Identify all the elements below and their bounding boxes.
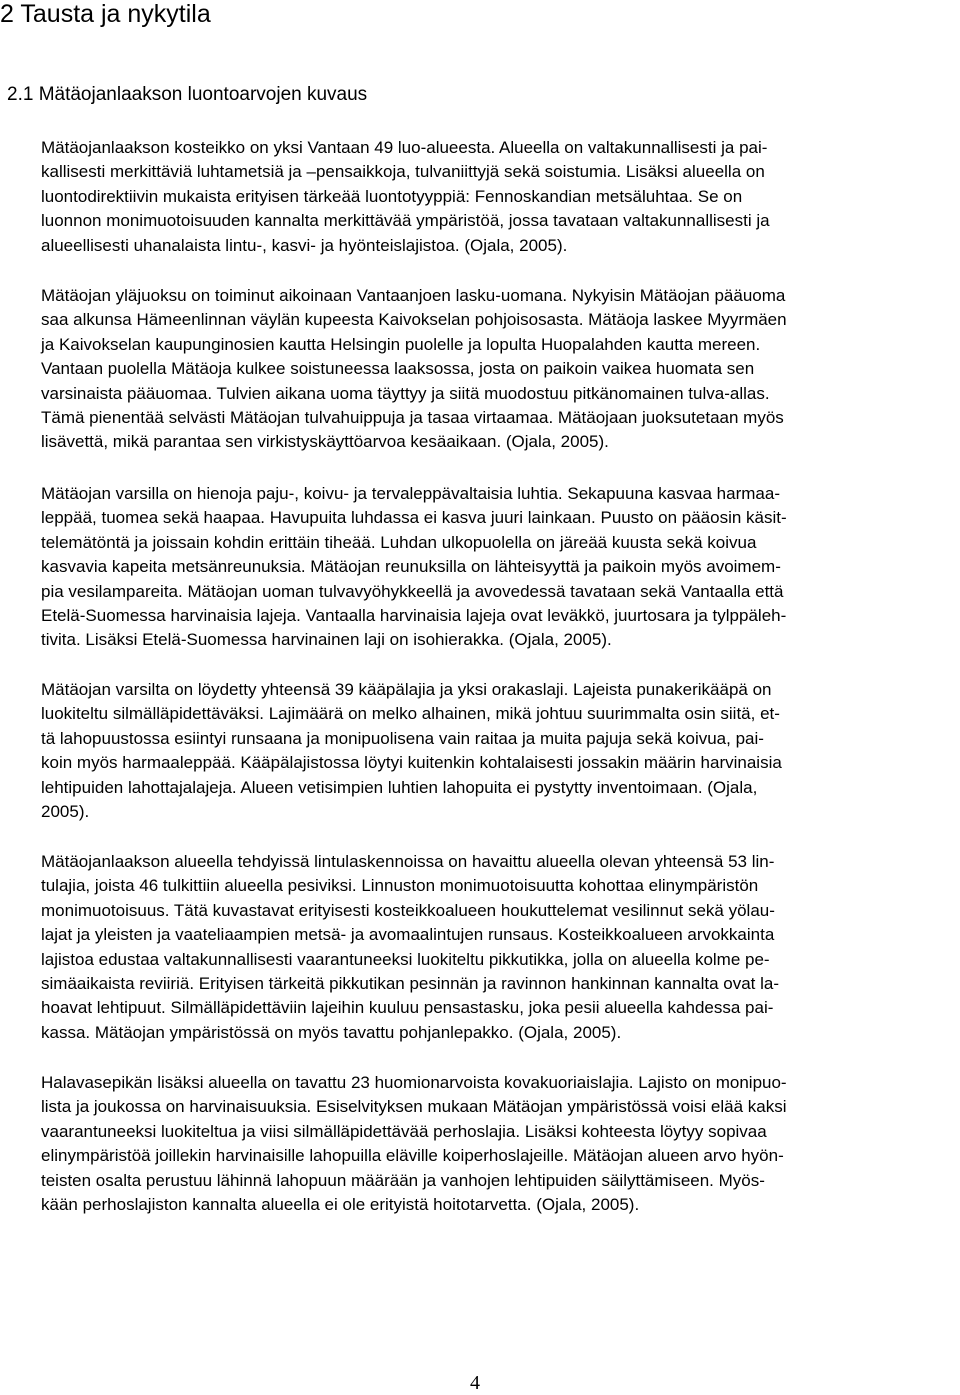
paragraph-kasvillisuus (41, 482, 960, 653)
text-line: Mätäojan yläjuoksu on toiminut aikoinaan Vantaanjoen lasku-uomana. Nykyisin Mätäojan pääuoma (41, 286, 786, 305)
text-line: kassa. Mätäojan ympäristössä on myös tavattu pohjanlepakko. (Ojala, 2005). (41, 1022, 622, 1042)
text-line: Halavasepikän lisäksi alueella on tavattu 23 huomionarvoista kovakuoriaislajia. Lajisto on monipuo- (41, 1073, 787, 1092)
text-line: luontodirektiivin mukaista erityisen tärkeää luontotyyppiä: Fennoskandian metsäluhtaa. Se on (41, 186, 743, 206)
chapter-heading: 2 Tausta ja nykytila (0, 0, 211, 28)
text-line: Tämä pienentää selvästi Mätäojan tulvahuippuja ja tasaa virtaamaa. Mätäojaan juoksutetaan myös (41, 407, 784, 427)
paragraph-hyonteiset (41, 1071, 960, 1217)
text-line: Etelä-Suomessa harvinaisia lajeja. Vantaalla harvinaisia lajeja ovat leväkkö, juurtosara ja tylppäleh- (41, 605, 787, 625)
text-line: Vantaan puolella Mätäoja kulkee soistuneessa laaksossa, josta on paikoin vaikea huomata sen (41, 359, 755, 379)
text-line: Mätäojanlaakson alueella tehdyissä lintulaskennoissa on havaittu alueella olevan yhteensä 53 lin- (41, 852, 775, 871)
paragraph-kaapalajit (41, 678, 960, 824)
text-line: kasvavia kapeita metsänreunuksia. Mätäojan reunuksilla on lähteisyyttä ja paikoin myös avoimem- (41, 557, 781, 577)
text-line: kään perhoslajiston kannalta alueella ei ole erityistä hoitotarvetta. (Ojala, 2005). (41, 1194, 640, 1214)
text-line: lajistoa edustaa valtakunnallisesti vaarantuneeksi luokiteltu pikkutikka, jolla on alueella kolme pe- (41, 949, 770, 969)
text-line: monimuotoisuus. Tätä kuvastavat erityisesti kosteikkoalueen houkuttelemat vesilinnut sekä yölau- (41, 900, 775, 920)
paragraph-uoma (41, 284, 960, 455)
page-number: 4 (470, 1372, 480, 1394)
text-line: tä lahopuustossa esiintyi runsaana ja monipuolisena vain raitaa ja muita pajuja sekä koivua, pai- (41, 728, 764, 748)
section-heading: 2.1 Mätäojanlaakson luontoarvojen kuvaus (7, 84, 368, 105)
text-line: lajat ja yleisten ja vaateliaampien metsä- ja avomaalintujen runsaus. Kosteikkoalueen arvokkainta (41, 925, 775, 945)
text-line: varsinaista pääuomaa. Tulvien aikana uoma täyttyy ja siitä muodostuu pitkänomainen tulva-allas. (41, 383, 770, 403)
text-line: teisten osalta perustuu lähinnä lahopuun määrään ja vanhojen lehtipuiden säilyttämiseen. Myös- (41, 1170, 765, 1190)
text-line: pia vesilampareita. Mätäojan uoman tulvavyöhykkeellä ja avovedessä tavataan sekä Vantaalla että (41, 581, 784, 601)
paragraph-luo-alue (41, 136, 960, 258)
text-line: lehtipuiden lahottajalajeja. Alueen vetisimpien luhtien lahopuita ei pystytty inventoimaan. (Ojala, (41, 777, 758, 797)
text-line: simäaikaista reviiriä. Erityisen tärkeitä pikkutikan pesinnän ja ravinnon hankinnan kannalta ovat la- (41, 973, 780, 993)
text-line: ja Kaivokselan kaupunginosien kautta Helsingin puolelle ja lopulta Huopalahden kautta mereen. (41, 334, 761, 354)
text-line: leppää, tuomea sekä haapaa. Havupuita luhdassa ei kasva juuri lainkaan. Puusto on pääosin käsit- (41, 508, 787, 528)
text-line: hoavat lehtipuut. Silmälläpidettäviin lajeihin kuuluu pensastasku, joka pesii alueella kahdessa pai- (41, 998, 774, 1018)
text-line: luokiteltu silmälläpidettäväksi. Lajimäärä on melko alhainen, mikä johtuu suurimmalta osin siitä, et- (41, 704, 780, 724)
text-line: telemätöntä ja joissain kohdin erittäin tiheää. Luhdan ulkopuolella on järeää kuusta sekä koivua (41, 532, 757, 552)
text-line: Mätäojanlaakson kosteikko on yksi Vantaan 49 luo-alueesta. Alueella on valtakunnallisesti ja pai- (41, 138, 768, 157)
text-line: tivita. Lisäksi Etelä-Suomessa harvinainen laji on isohierakka. (Ojala, 2005). (41, 630, 612, 650)
text-line: luonnon monimuotoisuuden kannalta merkittävää ympäristöä, jossa tavataan valtakunnallisesti ja (41, 211, 770, 231)
text-line: 2005). (41, 801, 90, 821)
paragraph-linnusto (41, 850, 960, 1045)
text-line: lisävettä, mikä parantaa sen virkistyskäyttöarvoa kesäaikaan. (Ojala, 2005). (41, 432, 609, 452)
text-line: saa alkunsa Hämeenlinnan väylän kupeesta Kaivokselan pohjoisosasta. Mätäoja laskee Myyrmäen (41, 310, 787, 330)
text-line: Mätäojan varsilta on löydetty yhteensä 39 kääpälajia ja yksi orakaslaji. Lajeista punakerikääpä on (41, 680, 772, 699)
text-line: kallisesti merkittäviä luhtametsiä ja –pensaikkoja, tulvaniittyjä sekä soistumia. Lisäksi alueella on (41, 162, 765, 182)
text-line: vaarantuneeksi luokiteltua ja viisi silmälläpidettävää perhoslajia. Lisäksi kohteesta löytyy sopivaa (41, 1121, 767, 1141)
text-line: lista ja joukossa on harvinaisuuksia. Esiselvityksen mukaan Mätäojan ympäristössä voisi elää kaksi (41, 1097, 787, 1117)
text-line: alueellisesti uhanalaista lintu-, kasvi- ja hyönteislajistoa. (Ojala, 2005). (41, 235, 568, 255)
text-line: koin myös harmaaleppää. Kääpälajistossa löytyi kuitenkin kohtalaisesti jossakin määrin harvinaisia (41, 753, 782, 773)
text-line: tulajia, joista 46 tulkittiin alueella pesiviksi. Linnuston monimuotoisuutta kohottaa elinympäristön (41, 876, 759, 896)
text-line: Mätäojan varsilla on hienoja paju-, koivu- ja tervaleppävaltaisia luhtia. Sekapuuna kasvaa harmaa- (41, 484, 780, 503)
text-line: elinympäristöä joillekin harvinaisille lahopuilla eläville koiperhoslajeille. Mätäojan alueen arvo hyön- (41, 1146, 784, 1166)
